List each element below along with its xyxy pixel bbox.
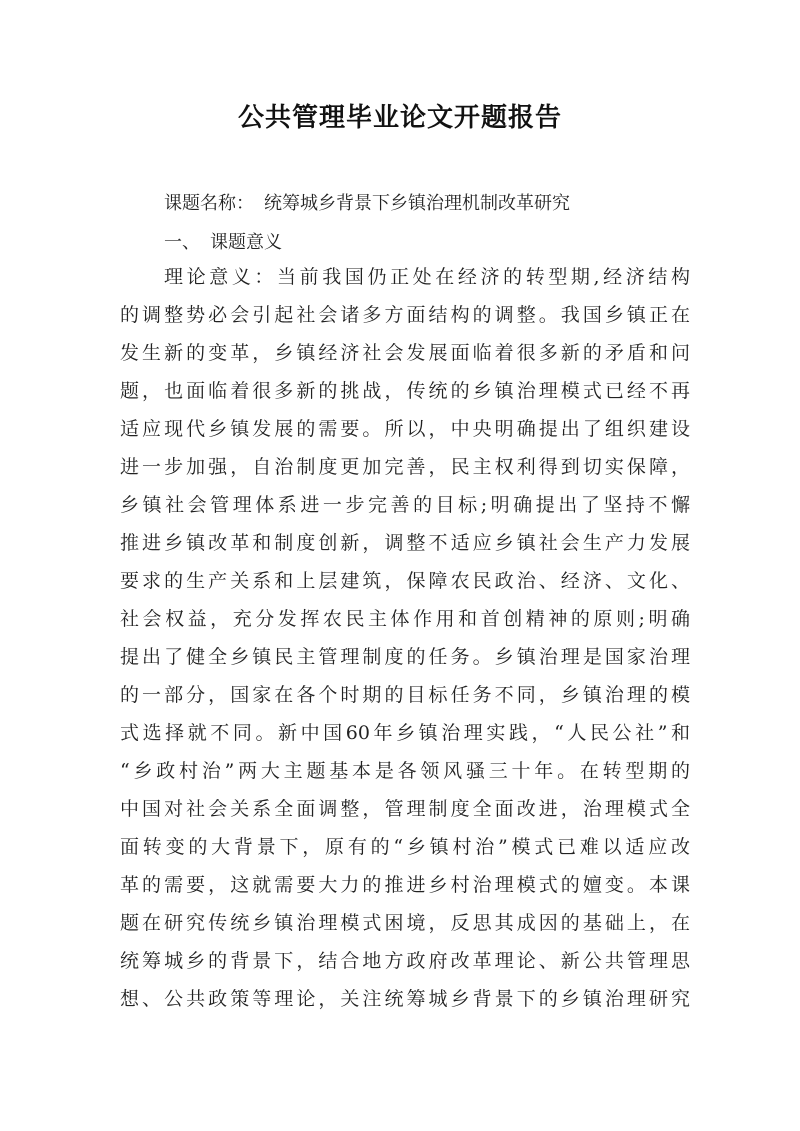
paragraph-line: 的一部分，国家在各个时期的目标任务不同，乡镇治理的模 [120,684,690,706]
paragraph-line: 推进乡镇改革和制度创新，调整不适应乡镇社会生产力发展 [120,532,690,554]
paragraph-line: 题在研究传统乡镇治理模式困境，反思其成因的基础上，在 [120,912,690,934]
paragraph-line: 的调整势必会引起社会诸多方面结构的调整。我国乡镇正在 [120,304,690,326]
topic-line [164,190,570,218]
paragraph-line: 乡镇社会管理体系进一步完善的目标;明确提出了坚持不懈 [120,494,690,516]
paragraph-line: 革的需要，这就需要大力的推进乡村治理模式的嬗变。本课 [120,874,690,896]
paragraph-line: 进一步加强，自治制度更加完善，民主权利得到切实保障， [120,456,690,478]
paragraph-line: 想、公共政策等理论，关注统筹城乡背景下的乡镇治理研究 [120,988,690,1010]
paragraph-line: 要求的生产关系和上层建筑，保障农民政治、经济、文化、 [120,570,690,592]
paragraph-line: “乡政村治”两大主题基本是各领风骚三十年。在转型期的 [120,760,690,782]
paragraph-line: 中国对社会关系全面调整，管理制度全面改进，治理模式全 [120,798,690,820]
document-title: 公共管理毕业论文开题报告 [237,103,562,133]
section-heading [164,229,282,257]
topic-value: 统筹城乡背景下乡镇治理机制改革研究 [264,193,570,214]
paragraph-line: 发生新的变革，乡镇经济社会发展面临着很多新的矛盾和问 [120,342,690,364]
paragraph-line: 题，也面临着很多新的挑战，传统的乡镇治理模式已经不再 [120,380,690,402]
paragraph-line: 社会权益，充分发挥农民主体作用和首创精神的原则;明确 [120,608,690,630]
section-title: 课题意义 [210,232,282,253]
paragraph-line: 式选择就不同。新中国60年乡镇治理实践，“人民公社”和 [120,722,690,744]
paragraph-line: 适应现代乡镇发展的需要。所以，中央明确提出了组织建设 [120,418,690,440]
section-number: 一、 [164,232,200,253]
paragraph-line: 提出了健全乡镇民主管理制度的任务。乡镇治理是国家治理 [120,646,690,668]
body-paragraph [120,258,690,1018]
paragraph-line: 面转变的大背景下，原有的“乡镇村治”模式已难以适应改 [120,836,690,858]
paragraph-line: 理论意义：当前我国仍正处在经济的转型期,经济结构 [164,266,690,288]
paragraph-line: 统筹城乡的背景下，结合地方政府改革理论、新公共管理思 [120,950,690,972]
topic-label: 课题名称： [164,193,254,214]
